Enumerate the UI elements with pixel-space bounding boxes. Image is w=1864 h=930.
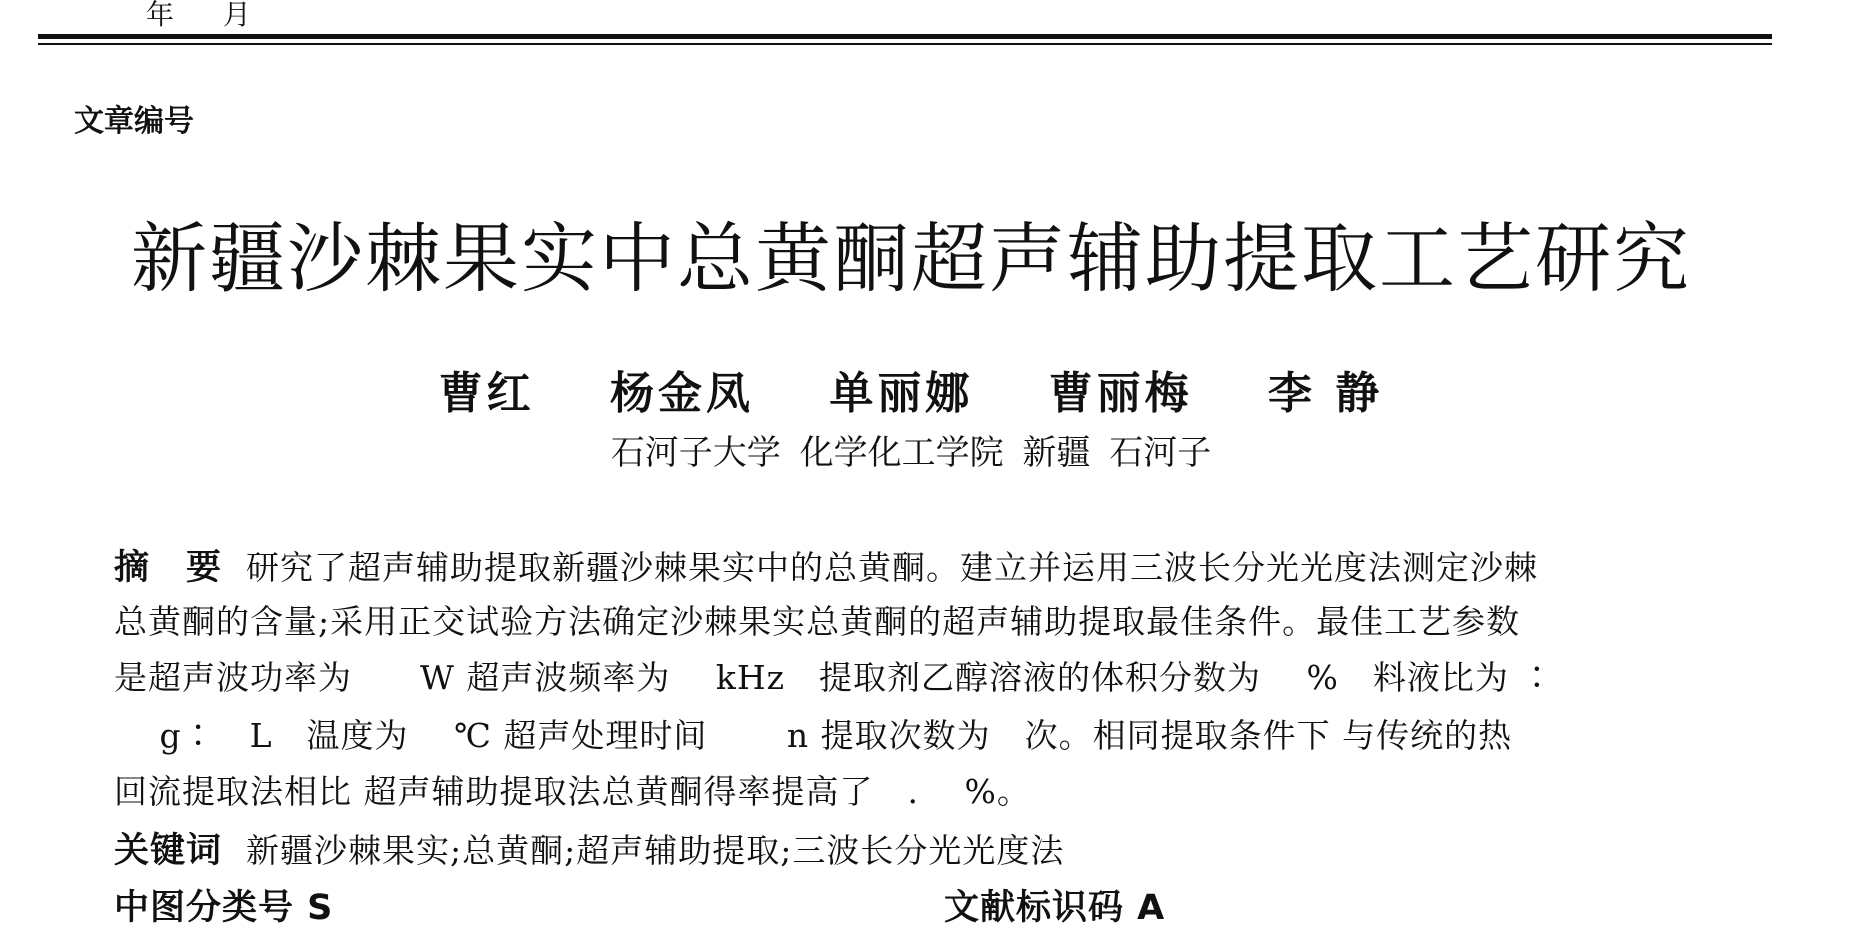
abstract-text-1: 研究了超声辅助提取新疆沙棘果实中的总黄酮。建立并运用三波长分光光度法测定沙棘 bbox=[246, 548, 1539, 587]
keywords-text: 新疆沙棘果实;总黄酮;超声辅助提取;三波长分光光度法 bbox=[246, 831, 1065, 870]
author-5: 李 静 bbox=[1267, 368, 1384, 419]
date-month-label: 月 bbox=[222, 0, 253, 31]
author-2: 杨金凤 bbox=[610, 368, 754, 419]
abstract-line-2: 总黄酮的含量;采用正交试验方法确定沙棘果实总黄酮的超声辅助提取最佳条件。最佳工艺参数 bbox=[114, 602, 1521, 641]
abstract-line-3: 是超声波功率为 W 超声波频率为 kHz 提取剂乙醇溶液的体积分数为 % 料液比为 ∶ bbox=[114, 658, 1555, 697]
clc-label: 中图分类号 S bbox=[114, 888, 334, 928]
keywords-line bbox=[114, 823, 1714, 873]
paper-title: 新疆沙棘果实中总黄酮超声辅助提取工艺研究 bbox=[131, 214, 1691, 303]
abstract-label: 摘 要 bbox=[114, 548, 223, 588]
abstract-line-4: g∶ L 温度为 ℃ 超声处理时间 n 提取次数为 次。相同提取条件下 与传统的热 bbox=[114, 716, 1513, 755]
keywords-label: 关键词 bbox=[114, 831, 223, 871]
header-rule-thick bbox=[38, 34, 1772, 39]
date-year-label: 年 bbox=[146, 0, 177, 31]
affiliation: 石河子大学 化学化工学院 新疆 石河子 bbox=[610, 433, 1212, 473]
author-4: 曹丽梅 bbox=[1048, 368, 1193, 419]
classification-line bbox=[114, 880, 1714, 930]
issue-date bbox=[146, 0, 289, 33]
abstract-line-1 bbox=[114, 540, 1714, 590]
abstract-line-5: 回流提取法相比 超声辅助提取法总黄酮得率提高了 . %。 bbox=[114, 772, 1031, 811]
header-rule-thin bbox=[38, 43, 1772, 45]
author-3: 单丽娜 bbox=[829, 368, 974, 419]
author-1: 曹红 bbox=[438, 368, 535, 419]
article-number-label: 文章编号 bbox=[74, 104, 194, 139]
author-list bbox=[0, 357, 1822, 421]
doc-code-label: 文献标识码 A bbox=[944, 888, 1166, 928]
